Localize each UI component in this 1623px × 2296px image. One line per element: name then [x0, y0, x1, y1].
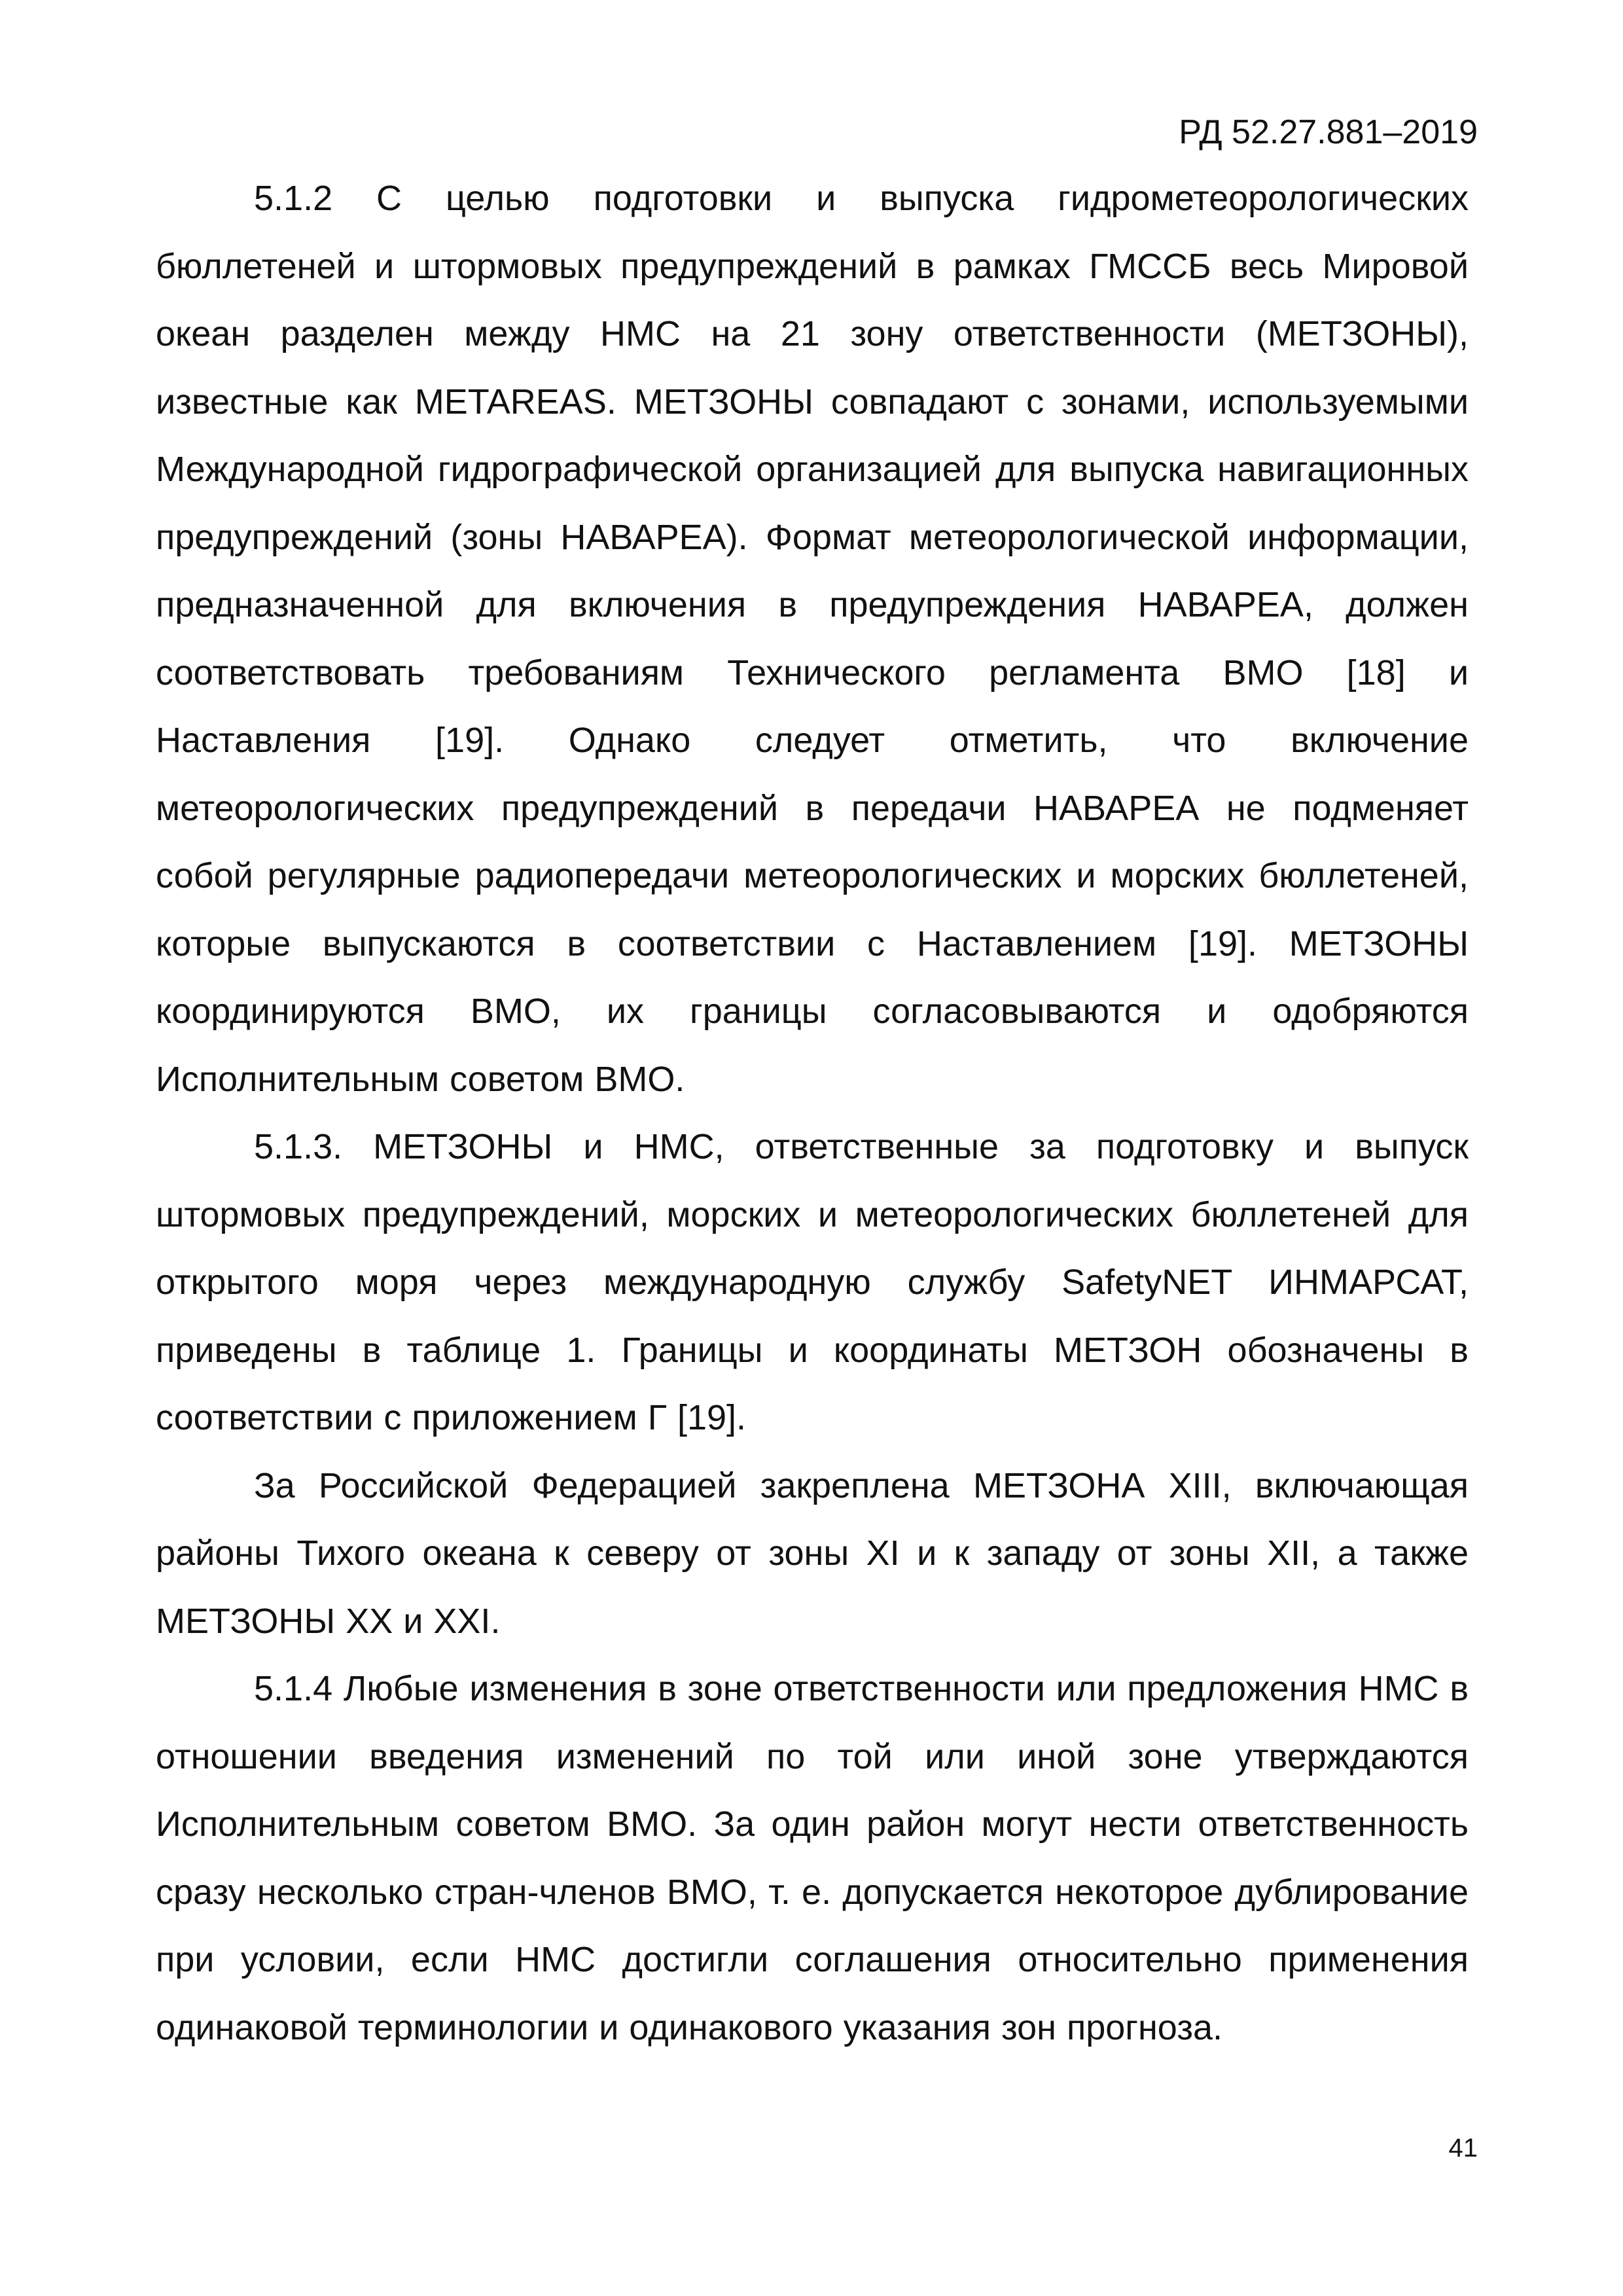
document-code: РД 52.27.881–2019	[1179, 113, 1478, 151]
paragraph-metzone-xiii: За Российской Федерацией закреплена МЕТЗОНА XIII, включающая районы Тихого океана к северу от зоны XI и к западу от зоны XII, а также МЕТЗОНЫ XX и XXI.	[156, 1465, 1469, 1641]
document-body	[156, 165, 1469, 2062]
page-number: 41	[1448, 2134, 1478, 2162]
paragraph-5-1-4: 5.1.4 Любые изменения в зоне ответственности или предложения НМС в отношении введения изменений по той или иной зоне утверждаются Исполнительным советом ВМО. За один район могут нести ответственность сразу несколько стран-членов ВМО, т. е. допускается некоторое дублирование при условии, если НМС достигли соглашения относительно применения одинаковой терминологии и одинакового указания зон прогноза.	[156, 1669, 1469, 2047]
paragraph-5-1-2: 5.1.2 С целью подготовки и выпуска гидрометеорологических бюллетеней и штормовых предупреждений в рамках ГМССБ весь Мировой океан разделен между НМС на 21 зону ответственности (МЕТЗОНЫ), известные как METAREAS. МЕТЗОНЫ совпадают с зонами, используемыми Международной гидрографической организацией для выпуска навигационных предупреждений (зоны НАВАРЕА). Формат метеорологической информации, предназначенной для включения в предупреждения НАВАРЕА, должен соответствовать требованиям Технического регламента ВМО [18] и Наставления [19]. Однако следует отметить, что включение метеорологических предупреждений в передачи НАВАРЕА не подменяет собой регулярные радиопередачи метеорологических и морских бюллетеней, которые выпускаются в соответствии с Наставлением [19]. МЕТЗОНЫ координируются ВМО, их границы согласовываются и одобряются Исполнительным советом ВМО.	[156, 179, 1469, 1099]
paragraph-5-1-3: 5.1.3. МЕТЗОНЫ и НМС, ответственные за подготовку и выпуск штормовых предупреждений, морских и метеорологических бюллетеней для открытого моря через международную службу SafetyNET ИНМАРСАТ, приведены в таблице 1. Границы и координаты МЕТЗОН обозначены в соответствии с приложением Г [19].	[156, 1127, 1469, 1437]
